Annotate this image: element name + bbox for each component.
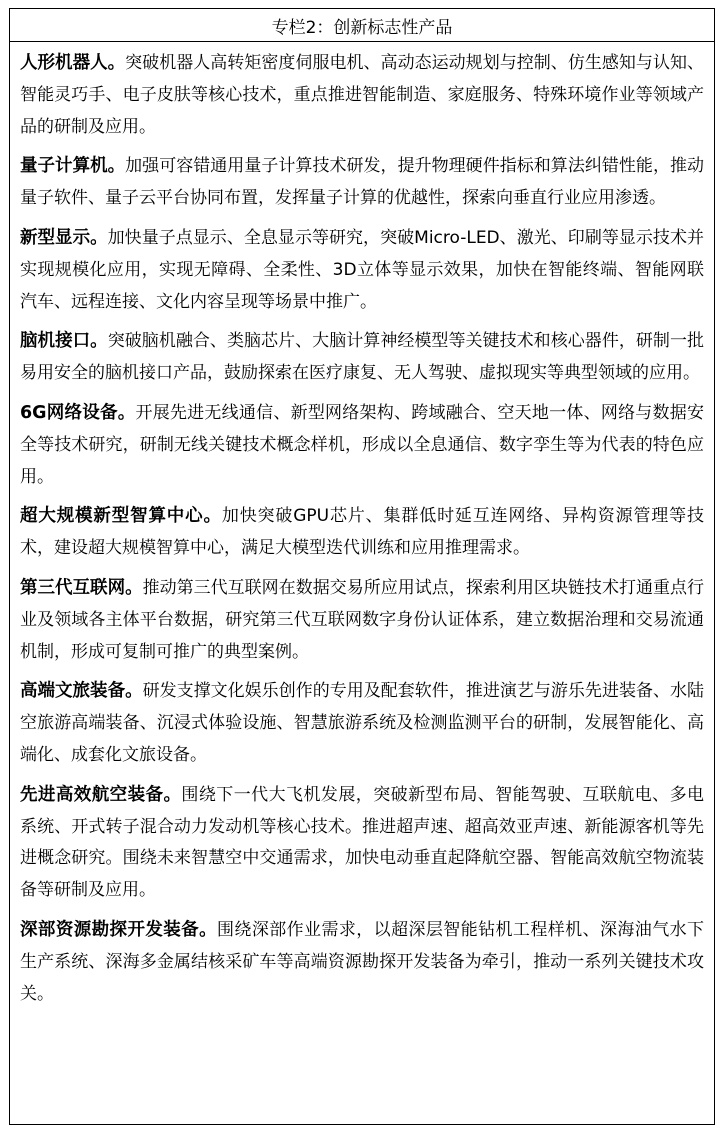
product-description: 突破机器人高转矩密度伺服电机、高动态运动规划与控制、仿生感知与认知、智能灵巧手、电子皮肤等核心技术，重点推进智能制造、家庭服务、特殊环境作业等领域产品的研制及应用。 — [20, 53, 705, 137]
product-item-aviation-equipment — [20, 780, 704, 907]
column-box — [9, 8, 715, 1125]
product-item-deep-resource-equipment — [20, 915, 704, 1010]
column-content — [10, 42, 714, 1010]
product-item-6g-network — [20, 398, 704, 493]
product-item-humanoid-robot — [20, 48, 704, 143]
product-description: 加强可容错通用量子计算技术研发，提升物理硬件指标和算法纠错性能，推动量子软件、量子云平台协同布置，发挥量子计算的优越性，探索向垂直行业应用渗透。 — [20, 156, 705, 209]
product-item-web3 — [20, 573, 704, 668]
product-description: 围绕深部作业需求，以超深层智能钻机工程样机、深海油气水下生产系统、深海多金属结核采矿车等高端资源勘探开发装备为牵引，推动一系列关键技术攻关。 — [20, 919, 705, 1004]
product-item-new-display — [20, 223, 704, 318]
product-description: 研发支撑文化娱乐创作的专用及配套软件，推进演艺与游乐先进装备、水陆空旅游高端装备、沉浸式体验设施、智慧旅游系统及检测监测平台的研制，发展智能化、高端化、成套化文旅设备。 — [20, 681, 705, 765]
product-title: 6G网络设备。 — [20, 402, 136, 423]
product-item-brain-computer-interface — [20, 326, 704, 390]
product-description: 加快突破GPU芯片、集群低时延互连网络、异构资源管理等技术，建设超大规模智算中心，满足大模型迭代训练和应用推理需求。 — [20, 506, 704, 559]
product-title: 先进高效航空装备。 — [20, 784, 182, 805]
column-title: 专栏2：创新标志性产品 — [271, 17, 453, 38]
product-item-cultural-tourism-equipment — [20, 676, 704, 771]
product-description: 突破脑机融合、类脑芯片、大脑计算神经模型等关键技术和核心器件，研制一批易用安全的脑机接口产品，鼓励探索在医疗康复、无人驾驶、虚拟现实等典型领域的应用。 — [20, 331, 705, 384]
product-title: 超大规模新型智算中心。 — [20, 506, 222, 527]
product-item-quantum-computer — [20, 151, 704, 215]
product-title: 高端文旅装备。 — [20, 681, 143, 702]
product-description: 开展先进无线通信、新型网络架构、跨域融合、空天地一体、网络与数据安全等技术研究，研制无线关键技术概念样机，形成以全息通信、数字孪生等为代表的特色应用。 — [20, 402, 705, 487]
product-title: 脑机接口。 — [20, 331, 108, 352]
product-title: 量子计算机。 — [20, 156, 126, 177]
product-description: 推动第三代互联网在数据交易所应用试点，探索利用区块链技术打通重点行业及领域各主体平台数据，研究第三代互联网数字身份认证体系，建立数据治理和交易流通机制，形成可复制可推广的典型案例。 — [20, 577, 705, 662]
product-item-computing-center — [20, 501, 704, 565]
product-title: 新型显示。 — [20, 227, 108, 248]
product-title: 深部资源勘探开发装备。 — [20, 919, 217, 940]
product-title: 人形机器人。 — [20, 53, 126, 73]
product-description: 围绕下一代大飞机发展，突破新型布局、智能驾驶、互联航电、多电系统、开式转子混合动力发动机等核心技术。推进超声速、超高效亚声速、新能源客机等先进概念研究。围绕未来智慧空中交通需求，加快电动垂直起降航空器、智能高效航空物流装备等研制及应用。 — [20, 784, 705, 901]
product-description: 加快量子点显示、全息显示等研究，突破Micro-LED、激光、印刷等显示技术并实现规模化应用，实现无障碍、全柔性、3D立体等显示效果，加快在智能终端、智能网联汽车、远程连接、文化内容呈现等场景中推广。 — [20, 227, 704, 312]
product-title: 第三代互联网。 — [20, 577, 143, 598]
column-header — [10, 9, 714, 42]
